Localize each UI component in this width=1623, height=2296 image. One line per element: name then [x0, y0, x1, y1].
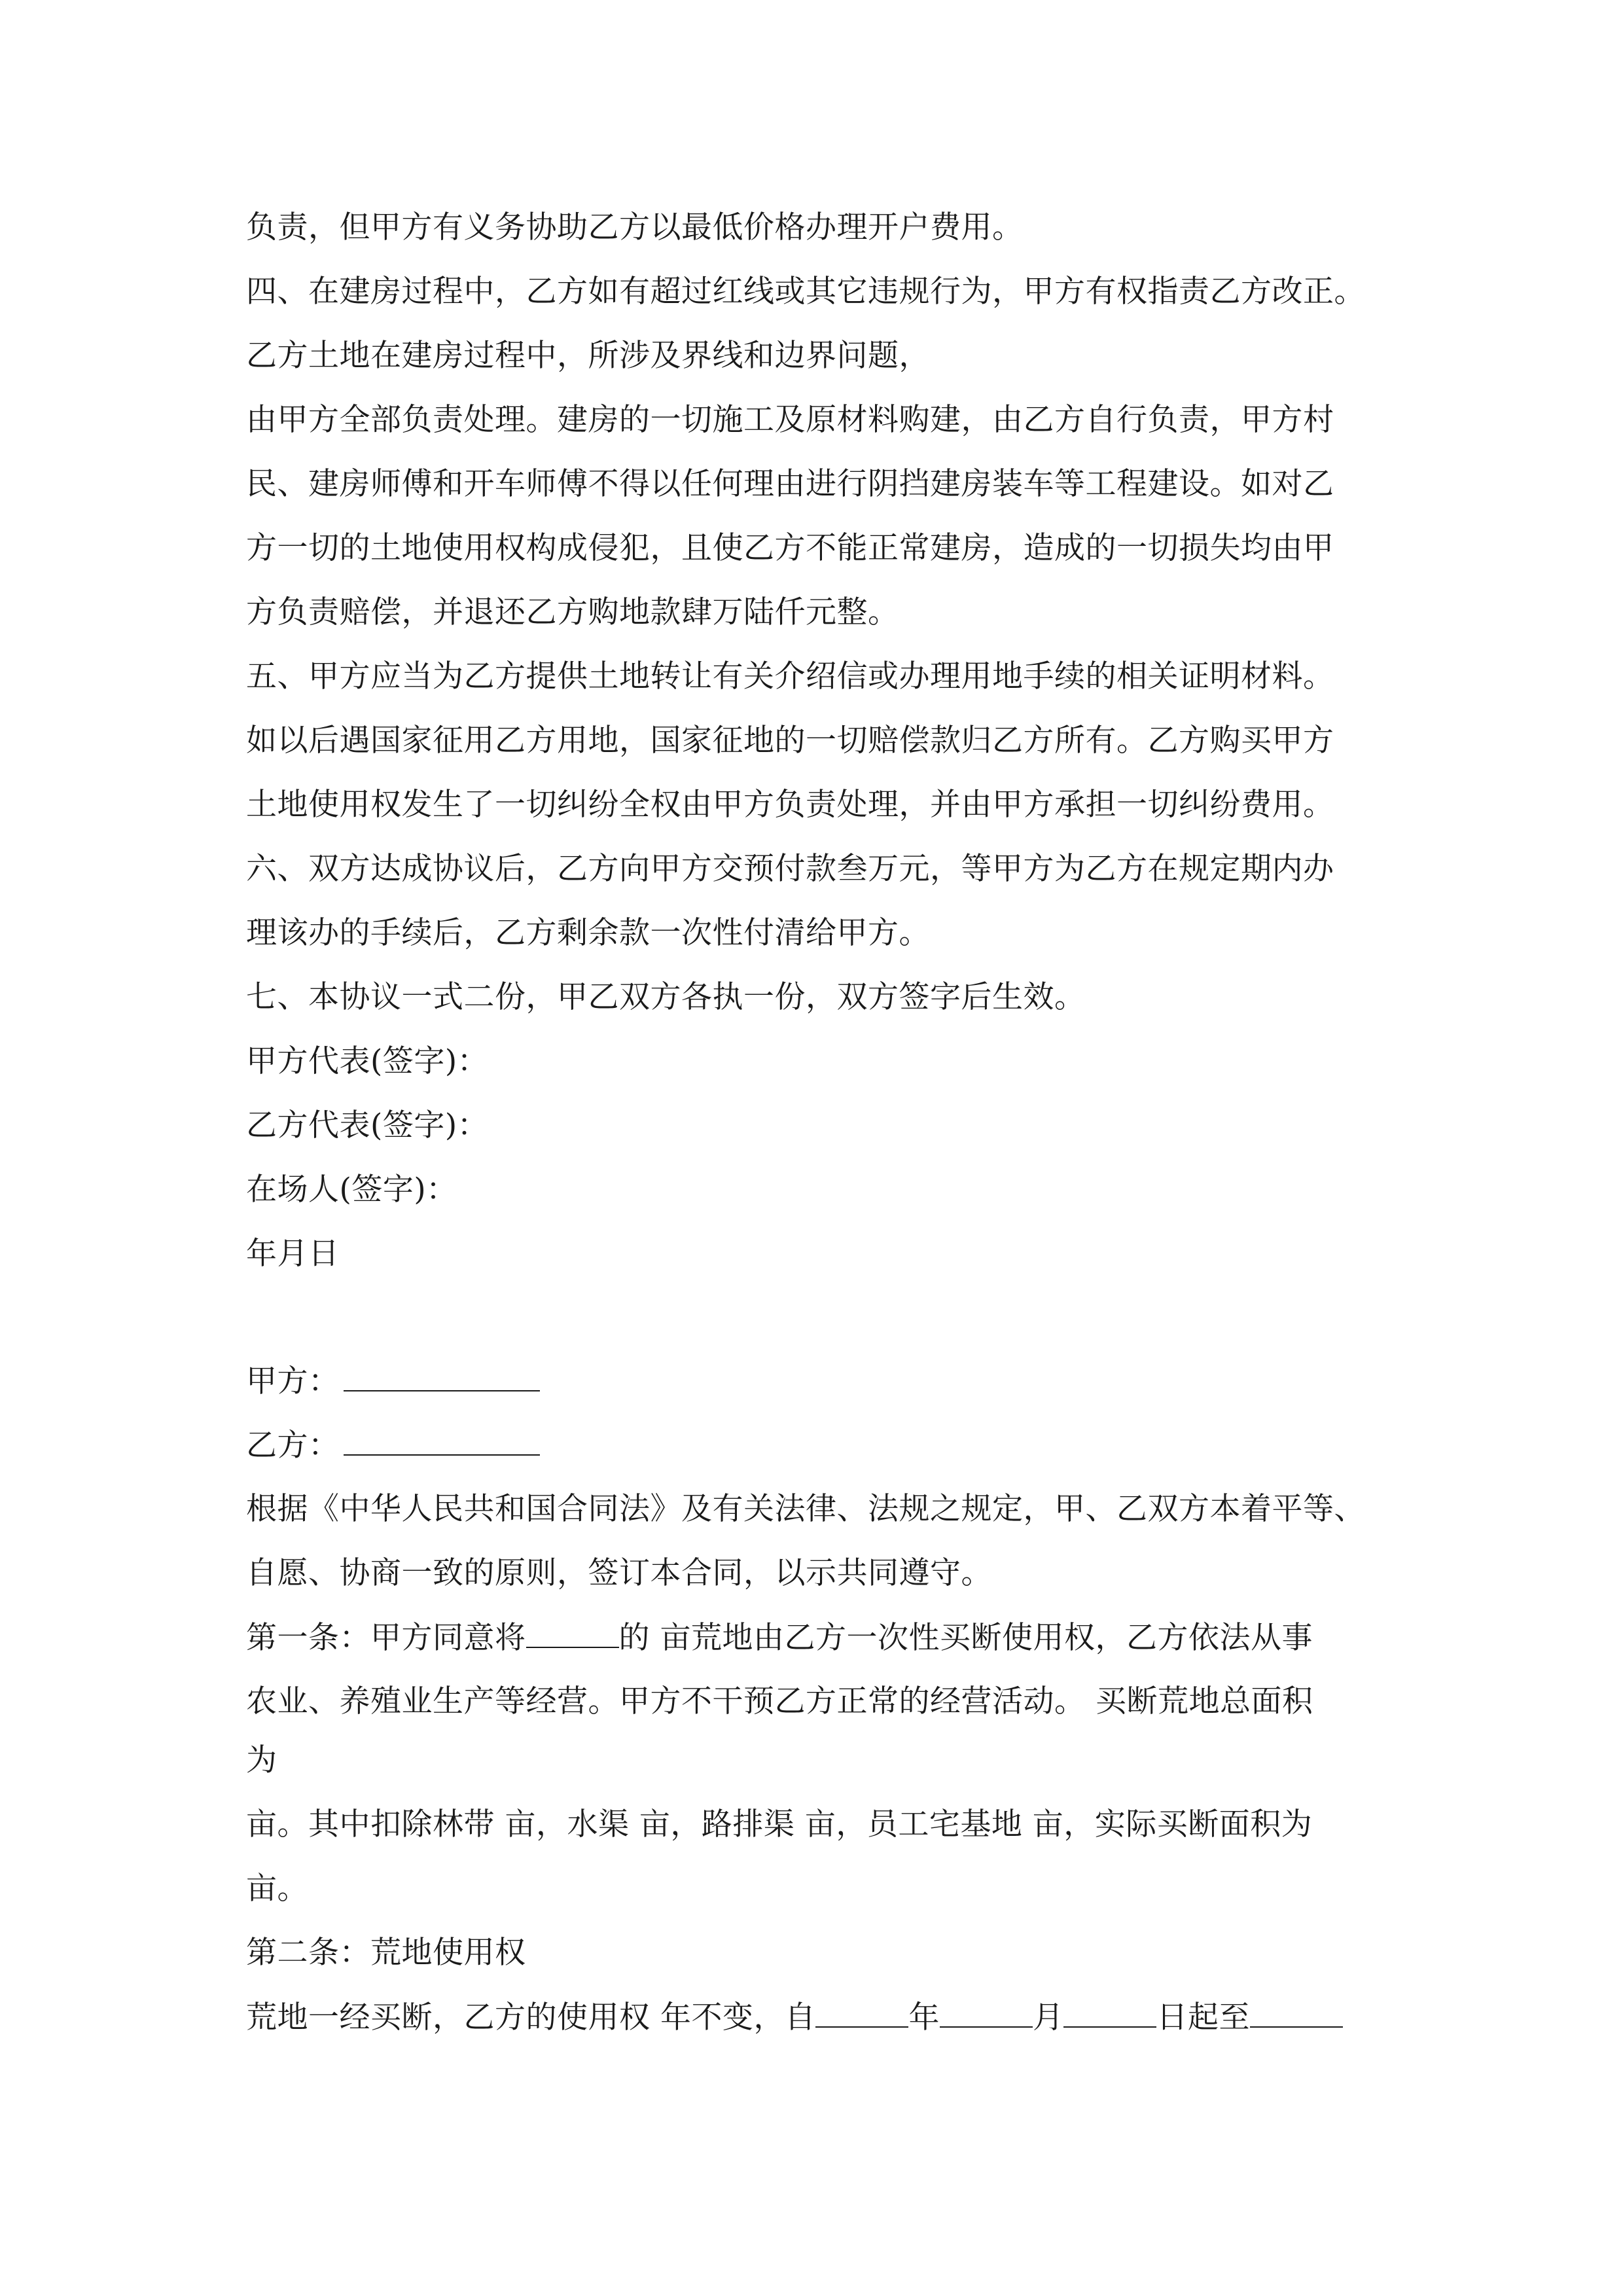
- text-line: 方一切的土地使用权构成侵犯，且使乙方不能正常建房，造成的一切损失均由甲: [246, 530, 1334, 566]
- contract-preamble-line: 根据《中华人民共和国合同法》及有关法律、法规之规定，甲、乙双方本着平等、: [246, 1491, 1365, 1527]
- article-1-line: 为: [246, 1742, 277, 1778]
- text-line: 由甲方全部负责处理。建房的一切施工及原材料购建，由乙方自行负责，甲方村: [246, 402, 1334, 438]
- party-b-blank: [344, 1426, 540, 1456]
- end-date-blank: [1250, 1998, 1343, 2028]
- year-label: 年: [908, 2000, 940, 2036]
- article-1-line: 农业、养殖业生产等经营。甲方不干预乙方正常的经营活动。 买断荒地总面积: [246, 1683, 1313, 1719]
- contract-preamble-line: 自愿、协商一致的原则，签订本合同，以示共同遵守。: [246, 1555, 992, 1591]
- party-a-line: [246, 1361, 540, 1401]
- text-line: 七、本协议一式二份，甲乙双方各执一份，双方签字后生效。: [246, 979, 1086, 1015]
- party-a-label: 甲方：: [246, 1363, 340, 1399]
- text-line: 民、建房师傅和开车师傅不得以任何理由进行阴挡建房装车等工程建设。如对乙: [246, 466, 1334, 502]
- signature-label-party-a: 甲方代表(签字)：: [246, 1043, 489, 1079]
- text-line: 如以后遇国家征用乙方用地，国家征地的一切赔偿款归乙方所有。乙方购买甲方: [246, 723, 1334, 759]
- text-line: 负责，但甲方有义务协助乙方以最低价格办理开户费用。: [246, 209, 1024, 245]
- article-1-pre: 第一条：甲方同意将: [246, 1620, 526, 1656]
- day-blank: [1063, 1998, 1156, 2028]
- party-a-blank: [344, 1361, 540, 1391]
- text-line: 乙方土地在建房过程中，所涉及界线和边界问题，: [246, 338, 930, 374]
- party-b-line: [246, 1426, 540, 1465]
- article-1-blank: [526, 1618, 619, 1648]
- article-1-post: 的 亩荒地由乙方一次性买断使用权，乙方依法从事: [618, 1620, 1313, 1656]
- signature-label-party-b: 乙方代表(签字)：: [246, 1107, 489, 1143]
- article-1-line: 亩。: [246, 1871, 308, 1907]
- year-blank: [815, 1998, 908, 2028]
- day-label: 日起至: [1156, 2000, 1250, 2036]
- signature-label-witness: 在场人(签字)：: [246, 1172, 457, 1208]
- month-label: 月: [1032, 2000, 1064, 2036]
- text-line: 方负责赔偿，并退还乙方购地款肆万陆仟元整。: [246, 594, 899, 630]
- text-line: 五、甲方应当为乙方提供土地转让有关介绍信或办理用地手续的相关证明材料。: [246, 658, 1334, 694]
- party-b-label: 乙方：: [246, 1427, 340, 1463]
- article-1-line: [246, 1618, 1313, 1658]
- text-line: 理该办的手续后，乙方剩余款一次性付清给甲方。: [246, 915, 930, 951]
- text-line: 六、双方达成协议后，乙方向甲方交预付款叁万元，等甲方为乙方在规定期内办: [246, 851, 1334, 887]
- article-2-line: [246, 1998, 1343, 2037]
- text-line: 土地使用权发生了一切纠纷全权由甲方负责处理，并由甲方承担一切纠纷费用。: [246, 787, 1334, 823]
- date-label: 年月日: [246, 1236, 340, 1272]
- article-1-line: 亩。其中扣除林带 亩，水渠 亩，路排渠 亩，员工宅基地 亩，实际买断面积为: [246, 1806, 1313, 1842]
- text-line: 四、在建房过程中，乙方如有超过红线或其它违规行为，甲方有权指责乙方改正。: [246, 274, 1365, 310]
- month-blank: [940, 1998, 1033, 2028]
- article-2-text: 荒地一经买断，乙方的使用权 年不变，自: [246, 2000, 816, 2036]
- article-2-title: 第二条：荒地使用权: [246, 1935, 526, 1971]
